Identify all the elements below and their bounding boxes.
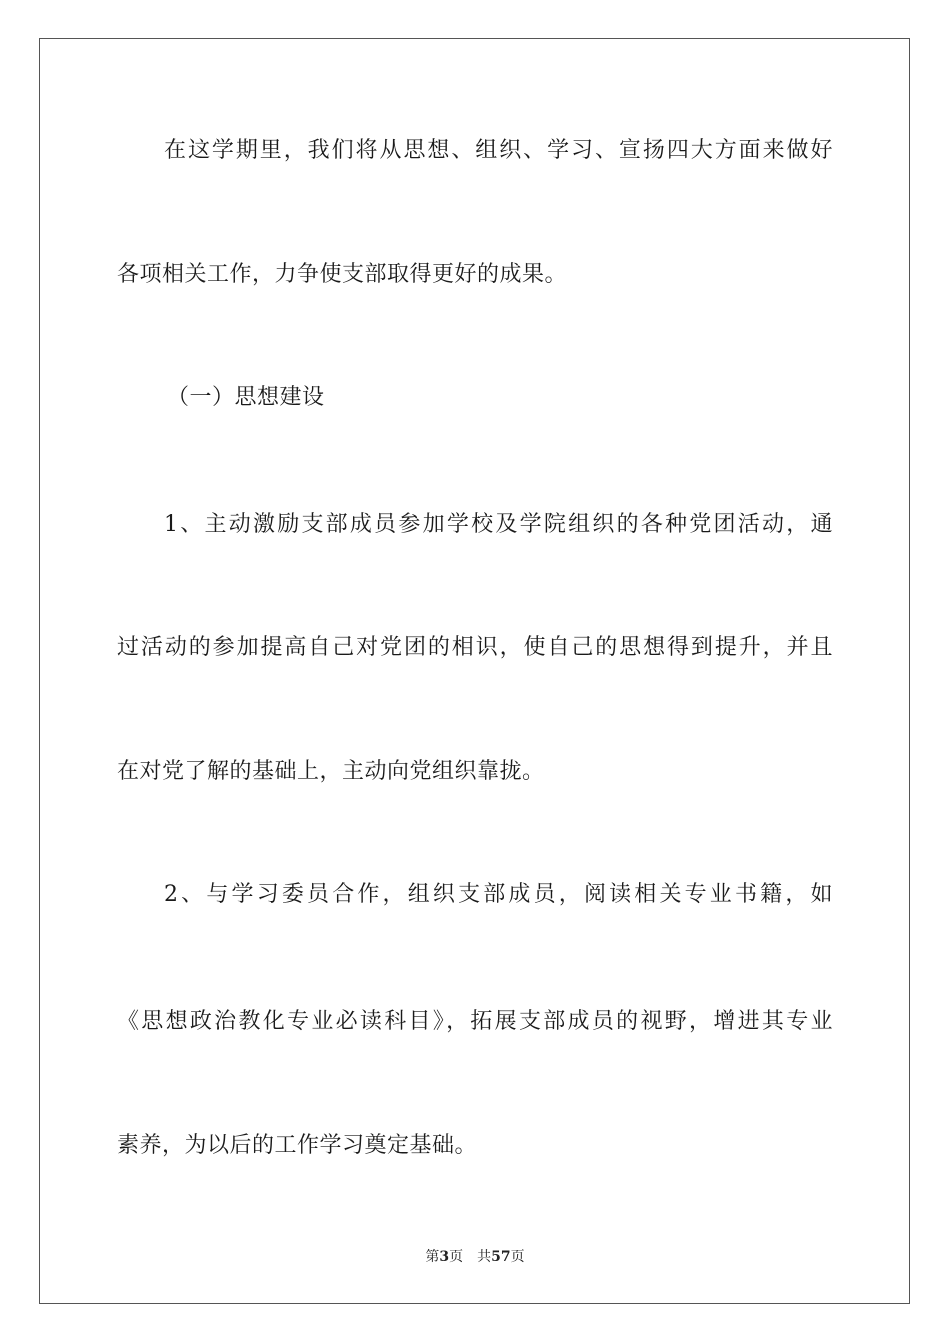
paragraph-line: 素养，为以后的工作学习奠定基础。 [117,1133,478,1158]
paragraph-line: 各项相关工作，力争使支部取得更好的成果。 [117,262,568,287]
paragraph-line: 在对党了解的基础上，主动向党组织靠拢。 [117,759,545,784]
section-heading: （一）思想建设 [167,385,325,410]
total-pages: 57 [491,1249,511,1265]
total-prefix: 共 [477,1249,492,1265]
page-suffix: 页 [449,1249,464,1265]
page-frame [39,38,910,1304]
total-suffix: 页 [510,1249,525,1265]
paragraph-line: 在这学期里，我们将从思想、组织、学习、宣扬四大方面来做好 [164,138,833,163]
page-footer [0,1248,950,1266]
paragraph-line: 2、与学习委员合作，组织支部成员，阅读相关专业书籍，如 [164,882,833,907]
paragraph-line: 《思想政治教化专业必读科目》，拓展支部成员的视野，增进其专业 [117,1009,833,1034]
paragraph-line: 1、主动激励支部成员参加学校及学院组织的各种党团活动，通 [164,512,833,537]
page-number: 3 [439,1249,450,1265]
page-prefix: 第 [425,1249,440,1265]
paragraph-line: 过活动的参加提高自己对党团的相识，使自己的思想得到提升，并且 [117,635,833,660]
